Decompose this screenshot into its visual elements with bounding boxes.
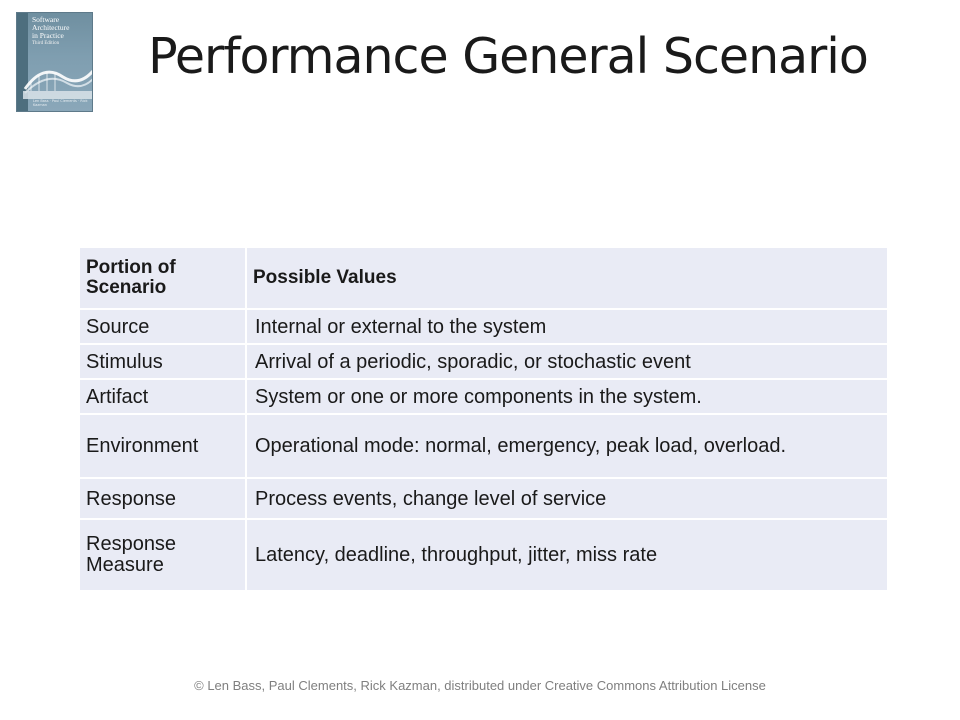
header-portion: Portion of Scenario	[80, 247, 246, 309]
table-row	[80, 414, 887, 478]
table-row	[80, 309, 887, 344]
slide-title: Performance General Scenario	[148, 28, 868, 85]
scenario-table	[80, 246, 887, 590]
portion-cell: Environment	[80, 414, 246, 478]
table-row	[80, 519, 887, 590]
portion-cell: Artifact	[80, 379, 246, 414]
table-row	[80, 478, 887, 519]
book-authors: Len Bass · Paul Clements · Rick Kazman	[33, 99, 88, 107]
values-cell: System or one or more components in the system.	[246, 379, 887, 414]
values-cell: Arrival of a periodic, sporadic, or stochastic event	[246, 344, 887, 379]
portion-cell: Response	[80, 478, 246, 519]
book-edition: Third Edition	[32, 41, 60, 46]
portion-cell: Source	[80, 309, 246, 344]
portion-cell: Response Measure	[80, 519, 246, 590]
values-cell: Process events, change level of service	[246, 478, 887, 519]
book-title: Software Architecture in Practice	[32, 15, 70, 40]
table-row	[80, 344, 887, 379]
copyright-footer: © Len Bass, Paul Clements, Rick Kazman, distributed under Creative Commons Attribution License	[194, 678, 766, 693]
table-row	[80, 379, 887, 414]
table-header-row	[80, 247, 887, 309]
values-cell: Internal or external to the system	[246, 309, 887, 344]
header-values: Possible Values	[246, 247, 887, 309]
values-cell: Operational mode: normal, emergency, peak load, overload.	[246, 414, 887, 478]
portion-cell: Stimulus	[80, 344, 246, 379]
values-cell: Latency, deadline, throughput, jitter, miss rate	[246, 519, 887, 590]
